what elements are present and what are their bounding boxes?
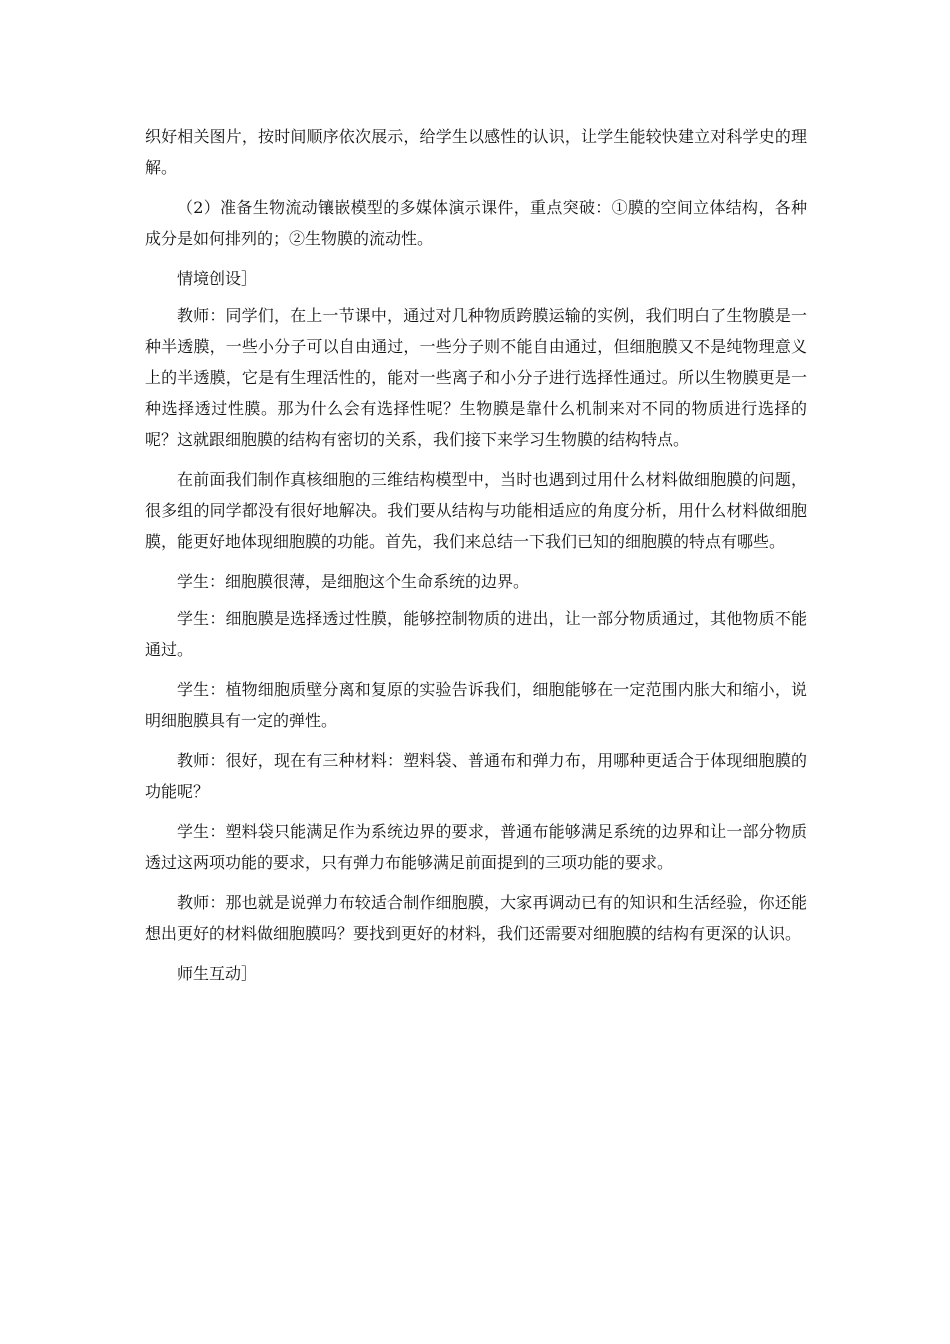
- section-heading-interaction: 师生互动］: [177, 964, 258, 983]
- paragraph-student-4: 学生：塑料袋只能满足作为系统边界的要求，普通布能够满足系统的边界和让一部分物质透过这两项功能的要求，只有弹力布能够满足前面提到的三项功能的要求。: [145, 822, 807, 872]
- paragraph-student-3: 学生：植物细胞质壁分离和复原的实验告诉我们，细胞能够在一定范围内胀大和缩小，说明细胞膜具有一定的弹性。: [145, 680, 807, 730]
- paragraph-teacher-summary: 教师：那也就是说弹力布较适合制作细胞膜，大家再调动已有的知识和生活经验，你还能想出更好的材料做细胞膜吗？要找到更好的材料，我们还需要对细胞膜的结构有更深的认识。: [145, 893, 807, 943]
- paragraph-teacher-materials: 教师：很好，现在有三种材料：塑料袋、普通布和弹力布，用哪种更适合于体现细胞膜的功能呢？: [145, 751, 807, 801]
- section-heading-scenario: 情境创设］: [177, 269, 258, 288]
- paragraph-teacher-intro: 教师：同学们，在上一节课中，通过对几种物质跨膜运输的实例，我们明白了生物膜是一种半透膜，一些小分子可以自由通过，一些分子则不能自由通过，但细胞膜又不是纯物理意义上的半透膜，它是有生理活性的，能对一些离子和小分子进行选择性通过。所以生物膜更是一种选择透过性膜。那为什么会有选择性呢？生物膜是靠什么机制来对不同的物质进行选择的呢？这就跟细胞膜的结构有密切的关系，我们接下来学习生物膜的结构特点。: [145, 306, 807, 449]
- document-body: [145, 121, 807, 998]
- paragraph-student-1: 学生：细胞膜很薄，是细胞这个生命系统的边界。: [177, 572, 530, 591]
- paragraph-model-material: 在前面我们制作真核细胞的三维结构模型中，当时也遇到过用什么材料做细胞膜的问题，很多组的同学都没有很好地解决。我们要从结构与功能相适应的角度分析，用什么材料做细胞膜，能更好地体现细胞膜的功能。首先，我们来总结一下我们已知的细胞膜的特点有哪些。: [145, 470, 807, 551]
- paragraph-student-2: 学生：细胞膜是选择透过性膜，能够控制物质的进出，让一部分物质通过，其他物质不能通过。: [145, 609, 807, 659]
- paragraph-preparation-2: （2）准备生物流动镶嵌模型的多媒体演示课件，重点突破：①膜的空间立体结构，各种成分是如何排列的；②生物膜的流动性。: [145, 198, 807, 248]
- paragraph-continuation: 织好相关图片，按时间顺序依次展示，给学生以感性的认识，让学生能较快建立对科学史的理解。: [145, 127, 807, 177]
